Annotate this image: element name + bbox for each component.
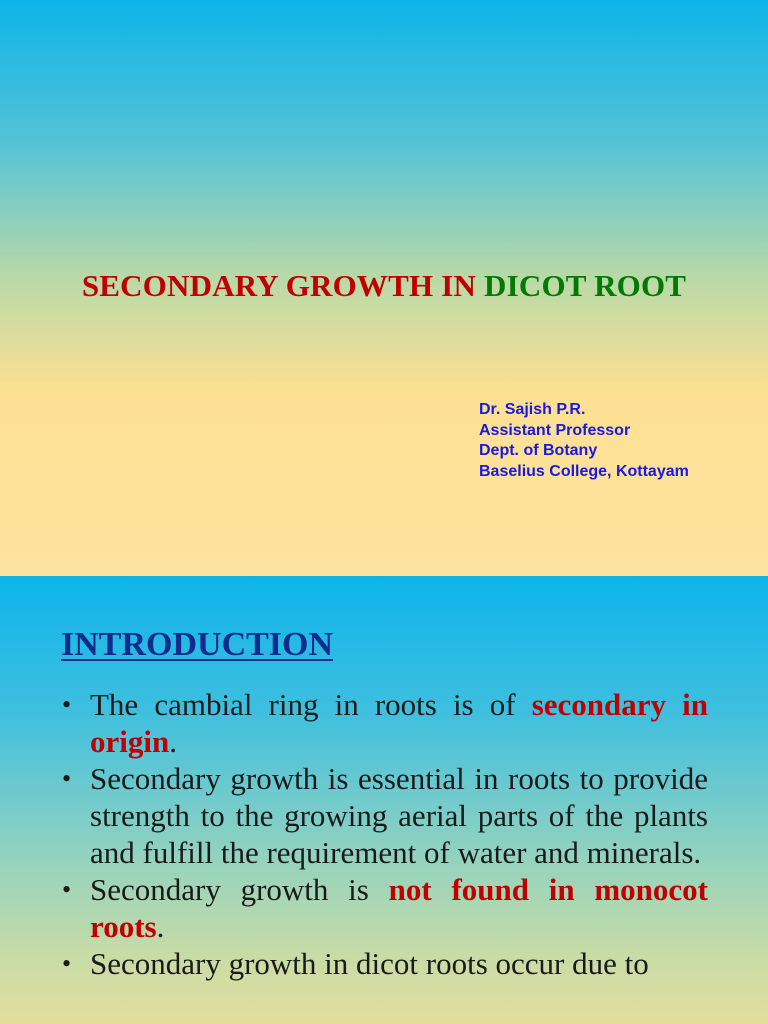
bullet-text: Secondary growth is essential in roots to provide strength to the growing aerial parts of the plants and fulfill the requirement of water and minerals. [90,761,708,870]
slide-title [0,268,768,304]
author-block [479,400,689,482]
bullet-text-end: . [169,724,177,759]
bullet-text: The cambial ring in roots is of [90,687,532,722]
bullet-dot-icon: • [62,875,72,904]
author-designation: Assistant Professor [479,421,631,439]
title-text-red: SECONDARY GROWTH IN [81,268,485,303]
bullet-dot-icon: • [62,949,72,978]
author-institution: Baselius College, Kottayam [479,462,689,480]
author-department: Dept. of Botany [479,442,598,459]
bullet-text-end: . [156,909,165,944]
bullet-highlight: secondary in origin [90,687,708,759]
introduction-heading: INTRODUCTION [61,626,334,663]
bullet-highlight: not found in monocot roots [90,872,709,944]
bullet-text: Secondary growth is [90,872,389,907]
introduction-slide [0,576,768,1024]
bullet-item [60,686,708,760]
bullet-item [60,945,708,982]
bullet-dot-icon: • [62,764,72,793]
author-name: Dr. Sajish P.R. [479,401,586,418]
bullet-dot-icon: • [62,690,72,719]
bullet-item [60,871,708,945]
bullet-list [60,686,708,982]
title-text-green: DICOT ROOT [484,268,687,303]
bullet-item [60,760,708,871]
bullet-text: Secondary growth in dicot roots occur due to [90,946,649,981]
